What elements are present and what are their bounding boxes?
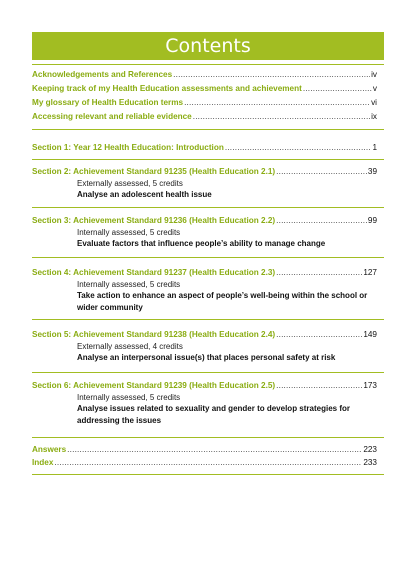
- toc-entry-section-4[interactable]: [32, 267, 377, 278]
- contents-title-banner: [32, 32, 384, 60]
- section-description: Evaluate factors that influence people’s ability to manage change: [77, 239, 326, 248]
- toc-entry-section-2[interactable]: [32, 166, 377, 177]
- toc-entry-page: 127: [363, 268, 377, 277]
- toc-entry-page: iv: [371, 70, 377, 79]
- divider: [32, 257, 384, 258]
- toc-entry-keeping-track[interactable]: [32, 83, 377, 94]
- toc-entry-page: 233: [363, 458, 377, 467]
- toc-entry-title: My glossary of Health Education terms: [32, 98, 184, 107]
- section-assessment: Externally assessed, 4 credits: [77, 342, 183, 351]
- section-description: Analyse an interpersonal issue(s) that places personal safety at risk: [77, 353, 336, 362]
- divider: [32, 372, 384, 373]
- toc-entry-section-6[interactable]: [32, 380, 377, 391]
- toc-entry-title: Acknowledgements and References: [32, 70, 173, 79]
- divider: [32, 474, 384, 475]
- toc-entry-page: 149: [363, 330, 377, 339]
- toc-entry-title: Section 6: Achievement Standard 91239 (Health Education 2.5): [32, 381, 276, 390]
- toc-entry-title: Section 5: Achievement Standard 91238 (Health Education 2.4): [32, 330, 276, 339]
- divider: [32, 207, 384, 208]
- toc-entry-page: 1: [372, 143, 377, 152]
- toc-entry-page: v: [372, 84, 377, 93]
- toc-entry-title: Index: [32, 458, 54, 467]
- section-description: Analyse an adolescent health issue: [77, 190, 212, 199]
- divider: [32, 319, 384, 320]
- toc-entry-title: Section 3: Achievement Standard 91236 (Health Education 2.2): [32, 216, 276, 225]
- divider: [32, 159, 384, 160]
- toc-entry-glossary[interactable]: [32, 97, 377, 108]
- divider: [32, 129, 384, 130]
- toc-entry-page: ix: [371, 112, 377, 121]
- toc-entry-title: Accessing relevant and reliable evidence: [32, 112, 192, 121]
- divider: [32, 437, 384, 438]
- toc-entry-title: Section 4: Achievement Standard 91237 (Health Education 2.3): [32, 268, 276, 277]
- toc-entry-title: Section 1: Year 12 Health Education: Introduction: [32, 143, 224, 152]
- toc-entry-title: Section 2: Achievement Standard 91235 (Health Education 2.1): [32, 167, 276, 176]
- section-assessment: Externally assessed, 5 credits: [77, 179, 183, 188]
- divider: [32, 64, 384, 65]
- toc-entry-section-1[interactable]: [32, 142, 377, 153]
- section-description: Analyse issues related to sexuality and gender to develop strategies for addressing the issues: [77, 404, 350, 425]
- toc-entry-title: Keeping track of my Health Education assessments and achievement: [32, 84, 302, 93]
- toc-entry-answers[interactable]: [32, 444, 377, 455]
- toc-entry-title: Answers: [32, 445, 67, 454]
- toc-entry-page: 223: [363, 445, 377, 454]
- toc-entry-evidence[interactable]: [32, 111, 377, 122]
- toc-entry-page: vi: [371, 98, 377, 107]
- section-description: Take action to enhance an aspect of people’s well-being within the school or wider community: [77, 291, 368, 312]
- section-assessment: Internally assessed, 5 credits: [77, 393, 181, 402]
- toc-entry-page: 39: [367, 167, 377, 176]
- toc-entry-page: 173: [363, 381, 377, 390]
- toc-entry-acknowledgements[interactable]: [32, 69, 377, 80]
- section-assessment: Internally assessed, 5 credits: [77, 228, 181, 237]
- section-assessment: Internally assessed, 5 credits: [77, 280, 181, 289]
- toc-entry-index[interactable]: [32, 457, 377, 468]
- page-title: Contents: [165, 35, 251, 57]
- toc-entry-page: 99: [367, 216, 377, 225]
- toc-entry-section-3[interactable]: [32, 215, 377, 226]
- toc-entry-section-5[interactable]: [32, 329, 377, 340]
